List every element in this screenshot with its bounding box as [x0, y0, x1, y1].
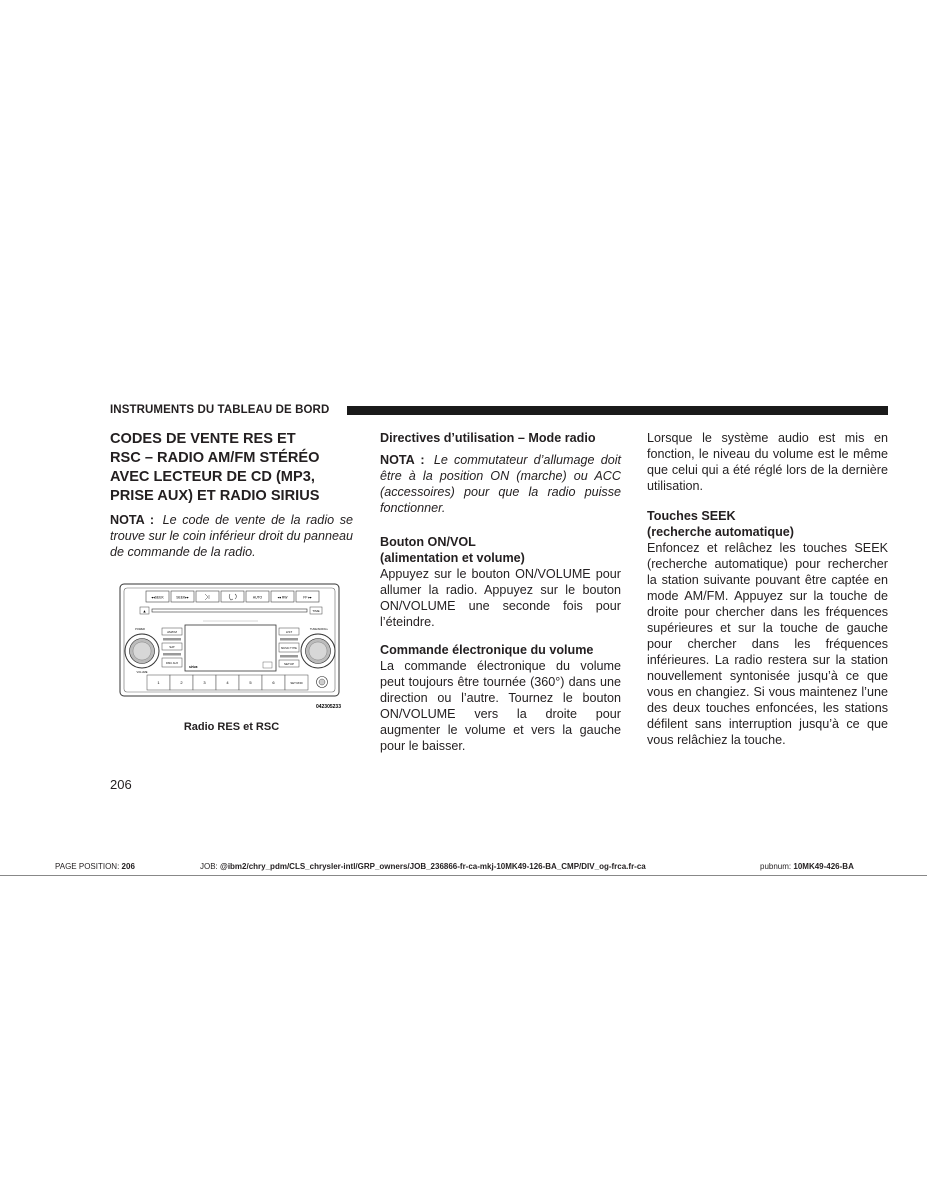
note-text: Le commutateur d’allumage doit être à la position ON (marche) ou ACC (accessoires) pour que la radio puisse fonctionner. — [380, 453, 622, 515]
setup-label: SETUP — [283, 662, 295, 666]
page-number: 206 — [110, 777, 132, 792]
cd-slot — [152, 609, 307, 612]
footer-page-position — [55, 862, 135, 871]
title-line: AVEC LECTEUR DE CD (MP3, — [110, 469, 315, 485]
footer-pubnum — [760, 862, 854, 871]
footer-pub-label: pubnum: — [760, 862, 792, 871]
heading-on-vol-sub: (alimentation et volume) — [380, 551, 525, 565]
list-label: LIST — [285, 630, 293, 634]
para-volume: La commande électronique du volume peut toujours être tournée (360°) dans une direction ou l’autre. Tournez le bouton ON/VOLUME vers la droite pour augmenter le volume et vers la gauche pour le baisser. — [380, 659, 621, 753]
title-line: CODES DE VENTE RES ET — [110, 431, 296, 447]
tune-knob — [301, 634, 335, 668]
note-label: NOTA : — [380, 453, 425, 467]
page-title — [110, 430, 353, 506]
preset-5: 5 — [249, 680, 252, 685]
preset-2: 2 — [180, 680, 183, 685]
footer-job-label: JOB: — [200, 862, 218, 871]
section-title: INSTRUMENTS DU TABLEAU DE BORD — [110, 404, 330, 416]
time-label: TIME — [312, 609, 320, 613]
footer-job-value: @ibm2/chry_pdm/CLS_chrysler-intl/GRP_owners/JOB_236866-fr-ca-mkj-10MK49-126-BA_CMP/DIV_og-frca.fr-ca — [220, 862, 646, 871]
column-1 — [110, 430, 353, 584]
heading-mode-radio: Directives d’utilisation – Mode radio — [380, 431, 596, 445]
top-button-row — [146, 591, 319, 602]
footer-job — [200, 862, 646, 871]
note-text: Le code de vente de la radio se trouve sur le coin inférieur droit du panneau de commande de la radio. — [110, 513, 354, 559]
note — [110, 512, 353, 560]
heading-seek: Touches SEEK — [647, 509, 736, 523]
preset-3: 3 — [203, 680, 206, 685]
para-volume-level: Lorsque le système audio est mis en fonction, le niveau du volume est le même que celui qui a été réglé lors de la dernière utilisation. — [647, 431, 888, 493]
note-label: NOTA : — [110, 513, 155, 527]
figure-code: 042305233 — [315, 704, 341, 710]
title-line: RSC – RADIO AM/FM STÉRÉO — [110, 450, 320, 466]
power-label: POWER — [135, 628, 145, 631]
rewind-label: ◂◂ RW — [277, 595, 288, 600]
note-ignition — [380, 452, 621, 516]
heading-on-vol: Bouton ON/VOL — [380, 535, 476, 549]
footer-pos-label: PAGE POSITION: — [55, 862, 120, 871]
right-side-buttons — [279, 628, 299, 667]
seek-up-label: SEEK▸▸ — [176, 595, 189, 600]
am-fm-label: AM/FM — [167, 630, 177, 634]
disc-aux-label: DISC AUX — [165, 662, 179, 665]
preset-1: 1 — [157, 680, 160, 685]
tune-scroll-label: TUNE/SCROLL — [309, 628, 329, 631]
figure-caption: Radio RES et RSC — [183, 721, 280, 733]
radio-figure — [118, 580, 343, 712]
section-rule — [347, 406, 888, 415]
para-on-vol: Appuyez sur le bouton ON/VOLUME pour allumer la radio. Appuyez sur le bouton ON/VOLUME une seconde fois pour l’éteindre. — [380, 567, 621, 629]
title-line: PRISE AUX) ET RADIO SIRIUS — [110, 488, 320, 504]
fast-forward-label: FF ▸▸ — [303, 595, 312, 600]
heading-seek-sub: (recherche automatique) — [647, 525, 794, 539]
volume-label: VOLUME — [136, 671, 148, 674]
set-rnd-label: SET RND — [290, 681, 303, 685]
music-type-label: MUSIC TYPE — [281, 647, 297, 650]
volume-knob — [125, 634, 159, 668]
column-2 — [380, 430, 621, 764]
auto-label: AUTO — [252, 595, 263, 600]
footer-pub-value: 10MK49-426-BA — [793, 862, 854, 871]
footer-pos-value: 206 — [121, 862, 135, 871]
sirius-logo: sirius — [189, 665, 198, 669]
radio-illustration — [118, 580, 343, 712]
sat-label: SAT — [169, 645, 175, 649]
radio-display — [185, 625, 276, 671]
para-seek: Enfoncez et relâchez les touches SEEK (recherche automatique) pour rechercher la station suivante pouvant être captée en mode AM/FM. Appuyez sur la touche de droite pour chercher dans les fréquences supérieures et sur la touche de gauche pour chercher dans les fréquences inférieures. La radio restera sur la station nouvellement syntonisée jusqu’à ce que vous en changiez. Si vous maintenez l’une des deux touches enfoncées, les stations défilent sans interruption jusqu’à ce que vous relâchiez la touche. — [647, 541, 888, 747]
footer-rule — [0, 875, 927, 876]
left-side-buttons — [162, 628, 182, 667]
cd-icon — [263, 662, 272, 668]
seek-down-label: ◂◂SEEK — [151, 595, 164, 600]
preset-buttons — [147, 675, 308, 690]
preset-6: 6 — [272, 680, 275, 685]
heading-volume: Commande électronique du volume — [380, 643, 594, 657]
preset-4: 4 — [226, 680, 229, 685]
column-3 — [647, 430, 888, 758]
eject-icon: ▲ — [142, 608, 147, 614]
